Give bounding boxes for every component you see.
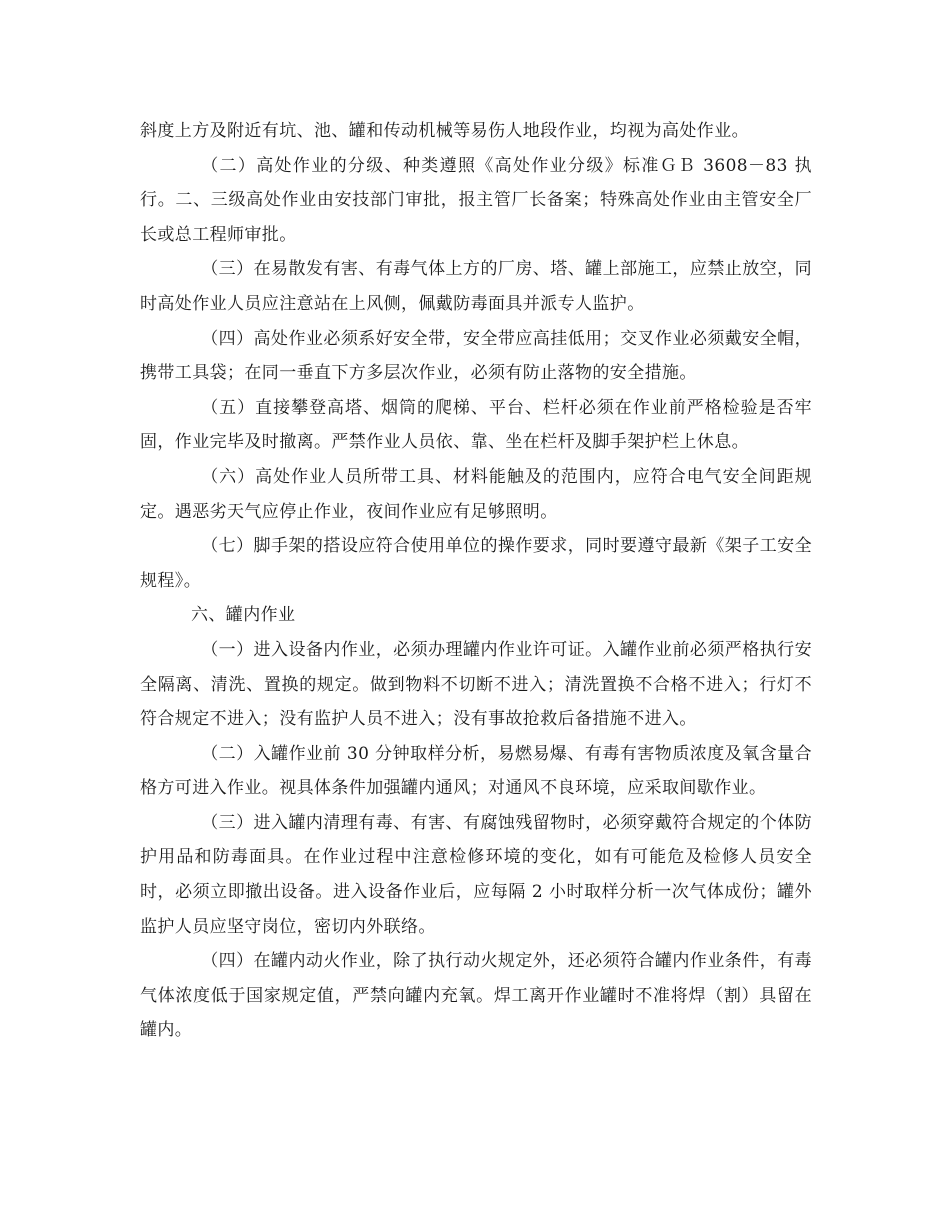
- section-heading: 六、罐内作业: [191, 605, 296, 626]
- paragraph-item-2: （二）高处作业的分级、种类遵照《高处作业分级》标准ＧＢ 3608－83 执行。二、三级高处作业由安技部门审批，报主管厂长备案；特殊高处作业由主管安全厂长或总工程师审批。: [140, 155, 812, 245]
- paragraph-tank-1: （一）进入设备内作业，必须办理罐内作业许可证。入罐作业前必须严格执行安全隔离、清洗、置换的规定。做到物料不切断不进入；清洗置换不合格不进入；行灯不符合规定不进入；没有监护人员不进入；没有事故抢救后备措施不进入。: [140, 639, 812, 730]
- paragraph-tank-3: （三）进入罐内清理有毒、有害、有腐蚀残留物时，必须穿戴符合规定的个体防护用品和防毒面具。在作业过程中注意检修环境的变化，如有可能危及检修人员安全时，必须立即撤出设备。进入设备作业后，应每隔 2 小时取样分析一次气体成份；罐外监护人员应坚守岗位，密切内外联络。: [140, 812, 812, 937]
- paragraph-item-5: （五）直接攀登高塔、烟筒的爬梯、平台、栏杆必须在作业前严格检验是否牢固，作业完毕及时撤离。严禁作业人员依、靠、坐在栏杆及脚手架护栏上休息。: [140, 397, 812, 453]
- paragraph-item-6: （六）高处作业人员所带工具、材料能触及的范围内，应符合电气安全间距规定。遇恶劣天气应停止作业，夜间作业应有足够照明。: [140, 466, 812, 522]
- paragraph-tank-4: （四）在罐内动火作业，除了执行动火规定外，还必须符合罐内作业条件，有毒气体浓度低于国家规定值，严禁向罐内充氧。焊工离开作业罐时不准将焊（割）具留在罐内。: [140, 951, 812, 1041]
- paragraph-tank-2: （二）入罐作业前 30 分钟取样分析，易燃易爆、有毒有害物质浓度及氧含量合格方可进入作业。视具体条件加强罐内通风；对通风不良环境，应采取间歇作业。: [140, 743, 812, 799]
- paragraph-item-4: （四）高处作业必须系好安全带，安全带应高挂低用；交叉作业必须戴安全帽，携带工具袋；在同一垂直下方多层次作业，必须有防止落物的安全措施。: [140, 328, 812, 384]
- paragraph-item-7: （七）脚手架的搭设应符合使用单位的操作要求，同时要遵守最新《架子工安全规程》。: [140, 536, 812, 591]
- document-body: [140, 114, 812, 1048]
- paragraph-item-3: （三）在易散发有害、有毒气体上方的厂房、塔、罐上部施工，应禁止放空，同时高处作业人员应注意站在上风侧，佩戴防毒面具并派专人监护。: [140, 259, 812, 314]
- paragraph-continuation: 斜度上方及附近有坑、池、罐和传动机械等易伤人地段作业，均视为高处作业。: [140, 121, 749, 141]
